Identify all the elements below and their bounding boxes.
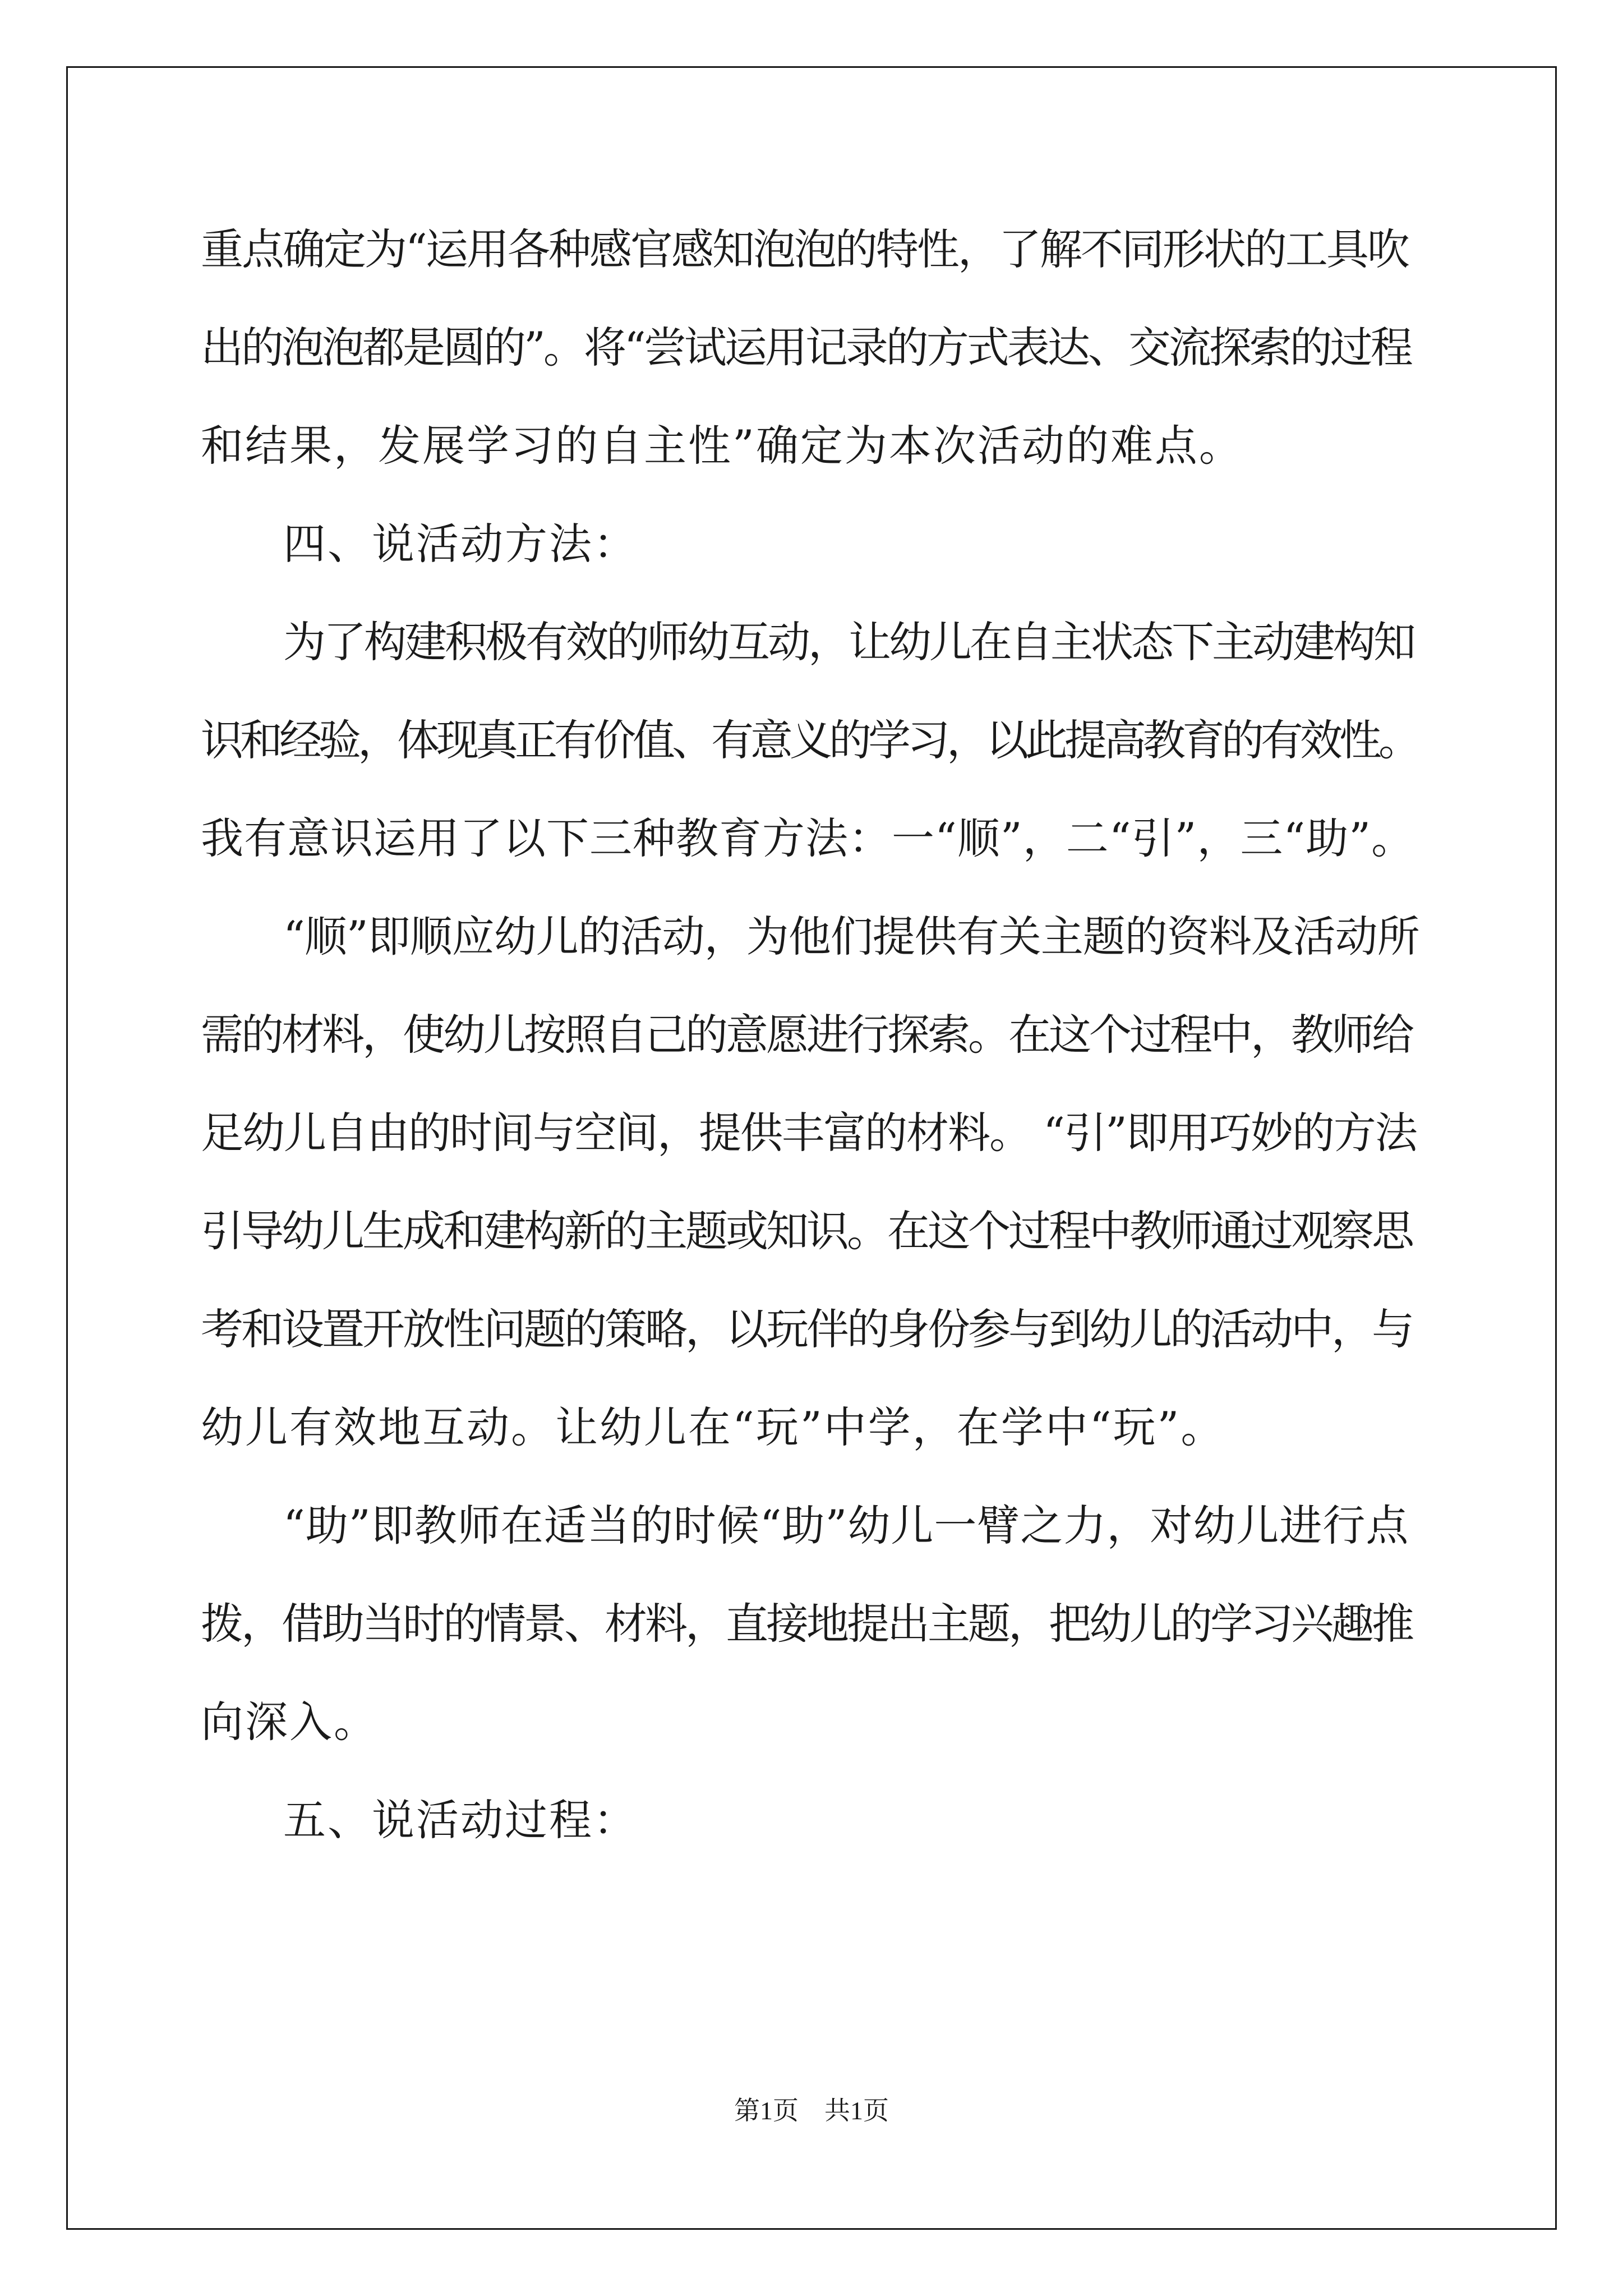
text-line: 拨，借助当时的情景、材料，直接地提出主题，把幼儿的学习兴趣推 <box>201 1599 1412 1649</box>
text-line: 识和经验，体现真正有价值、有意义的学习，以此提高教育的有效性。 <box>201 715 1418 765</box>
text-line: 出的泡泡都是圆的”。将“尝试运用记录的方式表达、交流探索的过程 <box>201 323 1411 372</box>
text-line: 我有意识运用了以下三种教育方法：一“顺”，二“引”，三“助”。 <box>201 813 1415 863</box>
text-line: 和结果，发展学习的自主性”确定为本次活动的难点。 <box>201 421 1243 471</box>
section-heading: 四、说活动方法： <box>283 519 638 569</box>
text-line: “顺”即顺应幼儿的活动，为他们提供有关主题的资料及活动所 <box>283 912 1419 961</box>
text-line: 重点确定为“运用各种感官感知泡泡的特性，了解不同形状的工具吹 <box>201 224 1408 274</box>
text-line: 需的材料，使幼儿按照自己的意愿进行探索。在这个过程中，教师给 <box>201 1010 1412 1060</box>
section-heading: 五、说活动过程： <box>283 1795 638 1845</box>
text-line: 引导幼儿生成和建构新的主题或知识。在这个过程中教师通过观察思 <box>201 1206 1412 1256</box>
text-line: “助”即教师在适当的时候“助”幼儿一臂之力，对幼儿进行点 <box>283 1501 1409 1550</box>
text-line: 足幼儿自由的时间与空间，提供丰富的材料。 “引”即用巧妙的方法 <box>201 1108 1417 1158</box>
text-line: 幼儿有效地互动。让幼儿在“玩”中学，在学中“玩”。 <box>201 1402 1225 1452</box>
page-footer: 第1页 共1页 <box>734 2096 889 2125</box>
text-line: 向深入。 <box>201 1697 378 1747</box>
text-line: 为了构建积极有效的师幼互动，让幼儿在自主状态下主动建构知 <box>283 617 1414 667</box>
text-line: 考和设置开放性问题的策略，以玩伴的身份参与到幼儿的活动中，与 <box>201 1304 1412 1354</box>
